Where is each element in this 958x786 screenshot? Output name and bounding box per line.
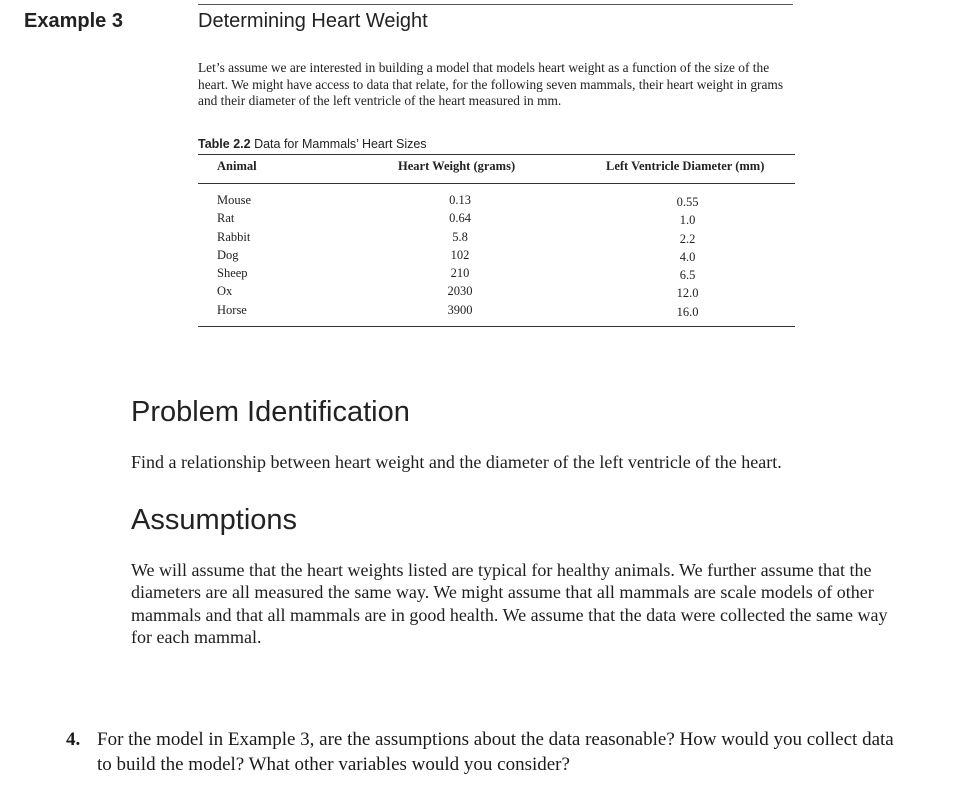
heart-weight-column (420, 191, 500, 319)
exercise-question (66, 728, 896, 777)
problem-text: Find a relationship between heart weight and the diameter of the left ventricle of the heart. (131, 452, 782, 472)
table-top-rule (198, 154, 795, 155)
header-heart-weight: Heart Weight (grams) (398, 159, 516, 173)
problem-heading: Problem Identification (131, 396, 410, 428)
table-cell-lv-diameter: 12.0 (676, 286, 699, 301)
table-cell-animal: Horse (217, 302, 247, 317)
table-header-rule (198, 183, 795, 184)
header-animal: Animal (217, 159, 257, 173)
example-label: Example 3 (24, 10, 123, 32)
question-text: For the model in Example 3, are the assumptions about the data reasonable? How would you collect data to build the model? What other variables would you consider? (97, 729, 894, 775)
table-cell-heart-weight: 0.64 (449, 211, 471, 226)
table-bottom-rule (198, 326, 795, 327)
table-cell-animal: Rat (217, 211, 235, 226)
table-cell-lv-diameter: 4.0 (679, 249, 696, 264)
table-caption-number: Table 2.2 (198, 137, 251, 151)
table-cell-heart-weight: 210 (450, 266, 470, 281)
table-cell-animal: Mouse (217, 193, 252, 207)
table-cell-lv-diameter: 2.2 (679, 231, 696, 246)
question-number: 4. (66, 729, 81, 750)
table-cell-lv-diameter: 0.55 (676, 195, 699, 209)
assumptions-heading: Assumptions (131, 504, 298, 536)
lv-diameter-column (650, 193, 725, 321)
table-caption (198, 137, 427, 151)
table-cell-animal: Ox (217, 284, 233, 299)
intro-paragraph: Let’s assume we are interested in building a model that models heart weight as a function of the size of the heart. We might have access to data that relate, for the following seven mammals, their heart weight in grams and their diameter of the left ventricle of the heart measured in mm. (198, 60, 784, 108)
animal-column (217, 191, 251, 319)
assumptions-text: We will assume that the heart weights listed are typical for healthy animals. We further assume that the diameters are all measured the same way. We might assume that all mammals are scale models of other mammals and that all mammals are in good health. We assume that the data were collected the same way for each mammal. (131, 560, 888, 648)
table-cell-animal: Rabbit (217, 229, 251, 244)
table-cell-lv-diameter: 16.0 (676, 304, 699, 319)
table-cell-heart-weight: 0.13 (449, 193, 471, 207)
table-cell-lv-diameter: 1.0 (679, 213, 696, 228)
top-rule (198, 4, 793, 5)
table-cell-animal: Sheep (217, 266, 248, 281)
table-cell-heart-weight: 5.8 (452, 229, 468, 244)
table-cell-lv-diameter: 6.5 (679, 268, 696, 283)
example-title: Determining Heart Weight (198, 10, 428, 32)
table-cell-heart-weight: 2030 (447, 284, 473, 299)
table-cell-heart-weight: 102 (450, 247, 470, 262)
table-cell-animal: Dog (217, 247, 239, 262)
header-lv-diameter: Left Ventricle Diameter (mm) (606, 159, 765, 173)
table-caption-text: Data for Mammals’ Heart Sizes (254, 137, 427, 151)
table-cell-heart-weight: 3900 (447, 302, 473, 317)
